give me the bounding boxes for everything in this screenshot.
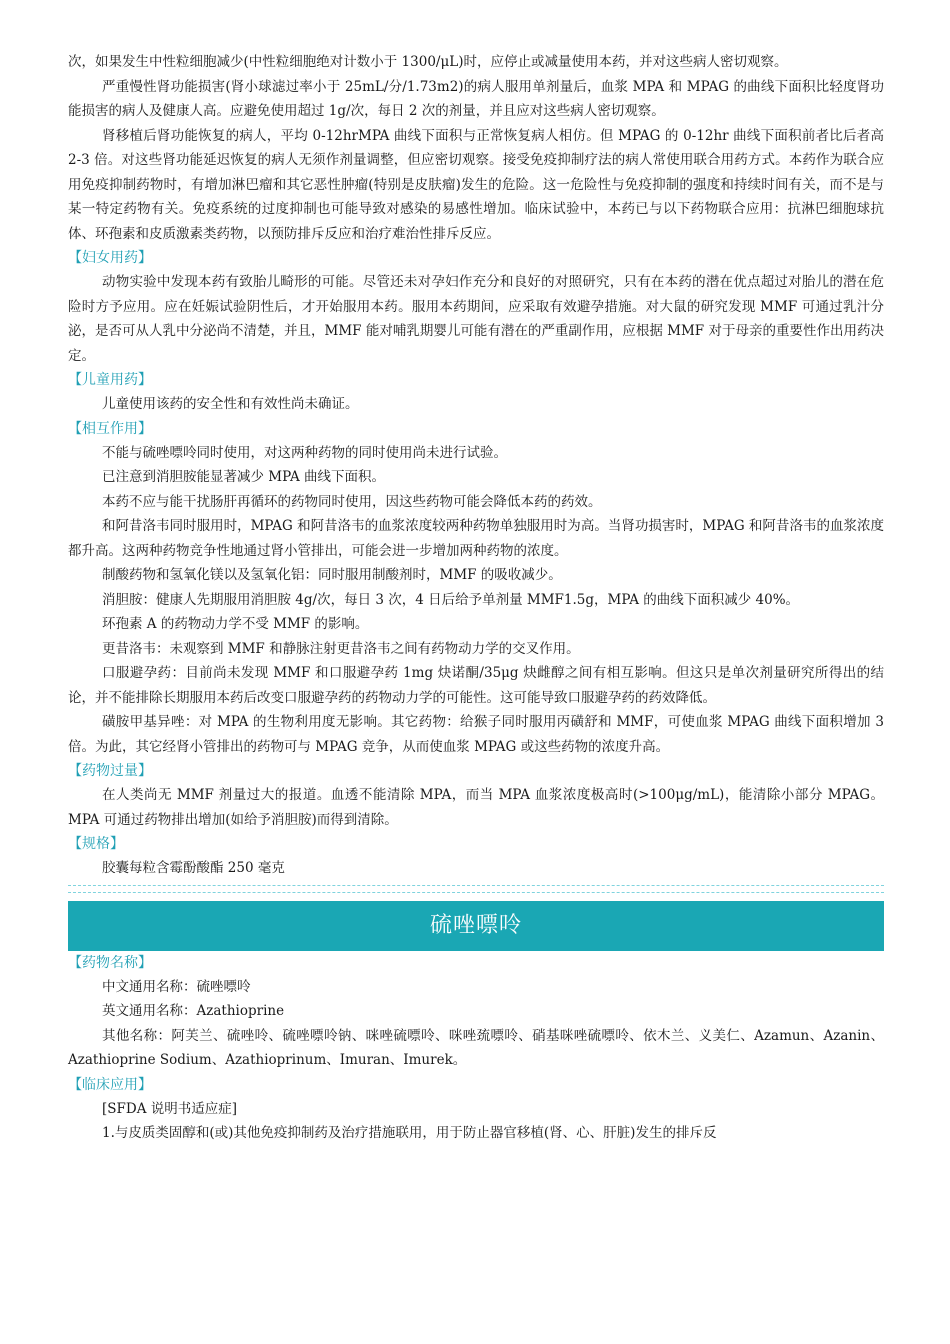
section-divider (68, 885, 884, 893)
other-names: 其他名称：阿芙兰、硫唑呤、硫唑嘌呤钠、咪唑硫嘌呤、咪唑巯嘌呤、硝基咪唑硫嘌呤、依木兰、义美仁、Azamun、Azanin、Azathioprine Sodium、Azathioprinum、Imuran、Imurek。 (68, 1027, 884, 1068)
interaction-item: 磺胺甲基异唑：对 MPA 的生物利用度无影响。其它药物：给猴子同时服用丙磺舒和 MMF，可使血浆 MPAG 曲线下面积增加 3 倍。为此，其它经肾小管排出的药物可与 MPAG 竞争，从而使血浆 MPAG 或这些药物的浓度升高。 (68, 714, 884, 755)
chinese-name: 中文通用名称：硫唑嘌呤 (102, 978, 251, 995)
women-paragraph: 动物实验中发现本药有致胎儿畸形的可能。尽管还未对孕妇作充分和良好的对照研究，只有在本药的潜在优点超过对胎儿的潜在危险时方予应用。应在妊娠试验阴性后，才开始服用本药。服用本药期间，应采取有效避孕措施。对大鼠的研究发现 MMF 可通过乳汁分泌，是否可从人乳中分泌尚不清楚，并且，MMF 能对哺乳期婴儿可能有潜在的严重副作用，应根据 MMF 对于母亲的重要性作出用药决定。 (68, 274, 884, 364)
interaction-item: 本药不应与能干扰肠肝再循环的药物同时使用，因这些药物可能会降低本药的药效。 (102, 493, 602, 510)
children-paragraph: 儿童使用该药的安全性和有效性尚未确证。 (102, 396, 359, 412)
english-name: 英文通用名称：Azathioprine (102, 1003, 285, 1019)
continued-paragraph: 次，如果发生中性粒细胞减少(中性粒细胞绝对计数小于 1300/μL)时，应停止或减量使用本药，并对这些病人密切观察。 (68, 54, 788, 70)
interaction-item: 更昔洛韦：未观察到 MMF 和静脉注射更昔洛韦之间有药物动力学的交叉作用。 (102, 640, 580, 657)
interaction-item: 制酸药物和氢氧化镁以及氢氧化铝：同时服用制酸剂时，MMF 的吸收减少。 (102, 567, 562, 583)
drug-title-banner: 硫唑嘌呤 (68, 901, 884, 951)
interaction-item: 环孢素 A 的药物动力学不受 MMF 的影响。 (102, 616, 369, 632)
interaction-item: 口服避孕药：目前尚未发现 MMF 和口服避孕药 1mg 炔诺酮/35μg 炔雌醇之间有相互影响。但这只是单次剂量研究所得出的结论，并不能排除长期服用本药后改变口服避孕药的药物动力学的可能性。这可能导致口服避孕药的药效降低。 (68, 665, 884, 706)
interaction-item: 已注意到消胆胺能显著减少 MPA 曲线下面积。 (102, 469, 385, 485)
section-heading-spec: 【规格】 (68, 836, 124, 852)
spec-paragraph: 胶囊每粒含霉酚酸酯 250 毫克 (102, 860, 285, 876)
section-heading-interactions: 【相互作用】 (68, 420, 152, 437)
renal-impairment-paragraph: 严重慢性肾功能损害(肾小球滤过率小于 25mL/分/1.73m2)的病人服用单剂量后，血浆 MPA 和 MPAG 的曲线下面积比轻度肾功能损害的病人及健康人高。应避免使用超过 1g/次，每日 2 次的剂量，并且应对这些病人密切观察。 (68, 78, 884, 119)
document-page (68, 50, 884, 1146)
section-heading-children: 【儿童用药】 (68, 372, 152, 388)
interaction-item: 消胆胺：健康人先期服用消胆胺 4g/次，每日 3 次，4 日后给予单剂量 MMF1.5g，MPA 的曲线下面积减少 40%。 (102, 591, 800, 608)
transplant-paragraph: 肾移植后肾功能恢复的病人，平均 0-12hrMPA 曲线下面积与正常恢复病人相仿。但 MPAG 的 0-12hr 曲线下面积前者比后者高 2-3 倍。对这些肾功能延迟恢复的病人无须作剂量调整，但应密切观察。接受免疫抑制疗法的病人常使用联合用药方式。本药作为联合应用免疫抑制药物时，有增加淋巴瘤和其它恶性肿瘤(特别是皮肤瘤)发生的危险。这一危险性与免疫抑制的强度和持续时间有关，而不是与某一特定药物有关。免疫系统的过度抑制也可能导致对感染的易感性增加。临床试验中，本药已与以下药物联合应用：抗淋巴细胞球抗体、环孢素和皮质激素类药物，以预防排斥反应和治疗难治性排斥反应。 (68, 127, 884, 242)
section-heading-drug-name: 【药物名称】 (68, 954, 152, 971)
section-heading-women: 【妇女用药】 (68, 250, 152, 266)
overdose-paragraph: 在人类尚无 MMF 剂量过大的报道。血透不能清除 MPA，而当 MPA 血浆浓度极高时(>100μg/mL)，能清除小部分 MPAG。MPA 可通过药物排出增加(如给予消胆胺)而得到清除。 (68, 787, 884, 828)
clinical-item-1: 1.与皮质类固醇和(或)其他免疫抑制药及治疗措施联用，用于防止器官移植(肾、心、肝脏)发生的排斥反 (102, 1125, 717, 1141)
interaction-item: 不能与硫唑嘌呤同时使用，对这两种药物的同时使用尚未进行试验。 (102, 444, 507, 461)
sfda-indication-label: [SFDA 说明书适应症] (102, 1100, 238, 1117)
interaction-item: 和阿昔洛韦同时服用时，MPAG 和阿昔洛韦的血浆浓度较两种药物单独服用时为高。当肾功损害时，MPAG 和阿昔洛韦的血浆浓度都升高。这两种药物竞争性地通过肾小管排出，可能会进一步增加两种药物的浓度。 (68, 518, 884, 559)
section-heading-overdose: 【药物过量】 (68, 763, 152, 779)
section-heading-clinical: 【临床应用】 (68, 1076, 152, 1093)
